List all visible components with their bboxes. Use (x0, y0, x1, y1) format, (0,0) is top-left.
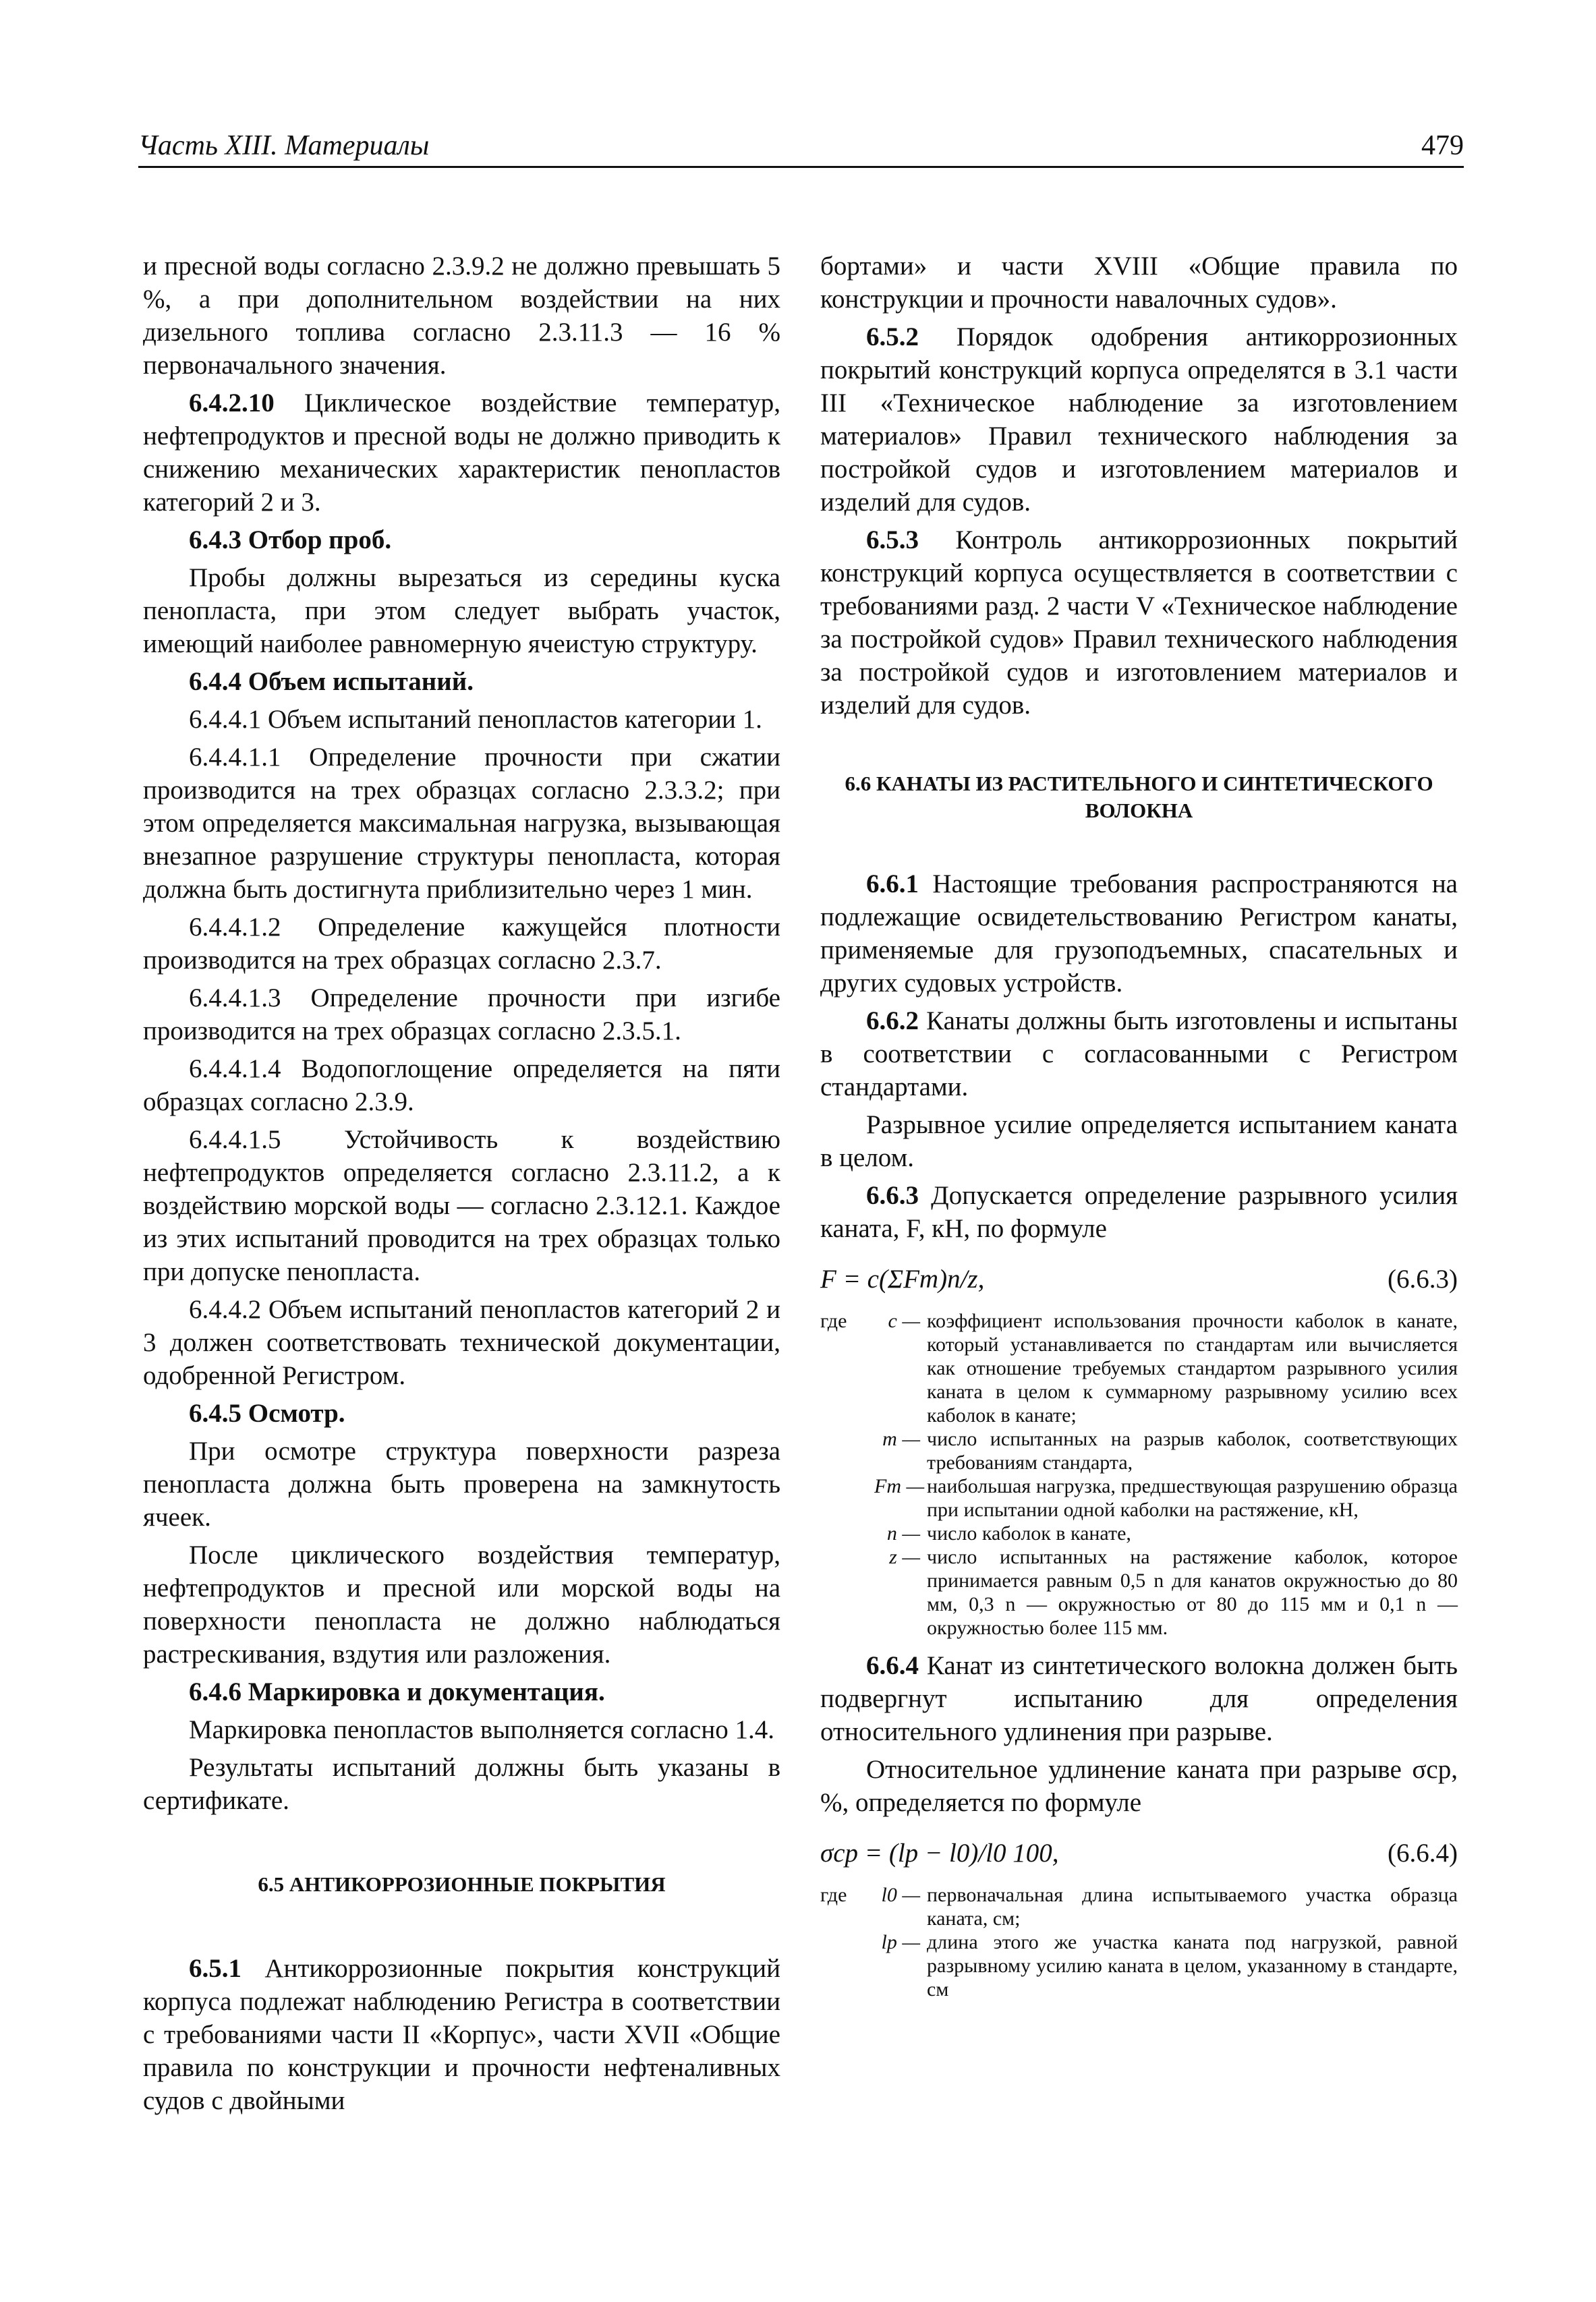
paragraph: 6.6.4 Канат из синтетического волокна должен быть подвергнут испытанию для определения относительного удлинения при разрыве. (820, 1651, 1458, 1746)
running-header (138, 128, 1464, 168)
paragraph: 6.6.3 Допускается определение разрывного усилия каната, F, кН, по формуле (820, 1181, 1458, 1243)
paragraph: Результаты испытаний должны быть указаны в сертификате. (143, 1753, 780, 1815)
paragraph: Маркировка пенопластов выполняется согласно 1.4. (189, 1715, 774, 1744)
left-column (143, 250, 780, 2122)
right-column (820, 250, 1458, 2011)
paragraph: После циклического воздействия температур, нефтепродуктов и пресной или морской воды на поверхности пенопласта не должно наблюдаться растрескивания, вздутия или разложения. (143, 1541, 780, 1669)
paragraph: 6.5.1 Антикоррозионные покрытия конструкций корпуса подлежат наблюдению Регистра в соответствии с требованиями части II «Корпус», части XVII «Общие правила по конструкции и прочности нефтеналивных судов с двойными (143, 1954, 781, 2115)
section-heading: 6.4.6 Маркировка и документация. (189, 1677, 605, 1706)
section-heading: 6.4.4 Объем испытаний. (189, 667, 474, 696)
formula-6-6-4 (820, 1837, 1458, 1870)
part-title: Часть XIII. Материалы (138, 130, 430, 161)
chapter-heading: 6.5 АНТИКОРРОЗИОННЫЕ ПОКРЫТИЯ (258, 1872, 666, 1896)
paragraph: 6.4.4.1 Объем испытаний пенопластов категории 1. (189, 705, 762, 734)
formula-expression: F = c(ΣFm)n/z, (820, 1265, 985, 1294)
formula-legend: где l0 — первоначальная длина испытываемого участка образца каната, см; lр — длина этого же участка каната под нагрузкой, равной разрывному усилию каната в целом, указанному в стандарте, см (820, 1884, 1458, 2001)
section-heading: 6.4.5 Осмотр. (189, 1399, 345, 1428)
paragraph: Пробы должны вырезаться из середины куска пенопласта, при этом следует выбрать участок, имеющий наиболее равномерную ячеистую структуру. (143, 563, 780, 658)
paragraph: При осмотре структура поверхности разреза пенопласта должна быть проверена на замкнутость ячеек. (143, 1437, 780, 1532)
page-number: 479 (1421, 130, 1464, 161)
paragraph: Относительное удлинение каната при разрыве σср, %, определяется по формуле (820, 1755, 1458, 1817)
paragraph: 6.5.2 Порядок одобрения антикоррозионных покрытий конструкций корпуса определятся в 3.1 части III «Техническое наблюдение за изготовлением материалов» Правил технического наблюдения за постройкой судов и изготовлением материалов и изделий для судов. (820, 322, 1458, 517)
paragraph: 6.6.1 Настоящие требования распространяются на подлежащие освидетельствованию Регистром канаты, применяемые для грузоподъемных, спасательных и других судовых устройств. (820, 869, 1458, 998)
section-heading: 6.4.3 Отбор проб. (189, 525, 392, 554)
paragraph: 6.4.4.1.2 Определение кажущейся плотности производится на трех образцах согласно 2.3.7. (143, 913, 780, 975)
formula-number: (6.6.3) (1388, 1265, 1458, 1294)
paragraph: и пресной воды согласно 2.3.9.2 не должно превышать 5 %, а при дополнительном воздействии на них дизельного топлива согласно 2.3.11.3 — 16 % первоначального значения. (143, 252, 780, 380)
paragraph: 6.4.4.1.3 Определение прочности при изгибе производится на трех образцах согласно 2.3.5.1. (143, 983, 780, 1045)
formula-expression: σср = (lр − l0)/l0 100, (820, 1839, 1059, 1868)
paragraph: Разрывное усилие определяется испытанием каната в целом. (820, 1110, 1458, 1172)
formula-number: (6.6.4) (1388, 1839, 1458, 1868)
paragraph: 6.4.2.10 Циклическое воздействие температур, нефтепродуктов и пресной воды не должно приводить к снижению механических характеристик пенопластов категорий 2 и 3. (143, 389, 780, 517)
paragraph: бортами» и части XVIII «Общие правила по конструкции и прочности навалочных судов». (820, 252, 1458, 314)
paragraph: 6.4.4.1.4 Водопоглощение определяется на пяти образцах согласно 2.3.9. (143, 1054, 780, 1116)
paragraph: 6.5.3 Контроль антикоррозионных покрытий конструкций корпуса осуществляется в соответствии с требованиями разд. 2 части V «Техническое наблюдение за постройкой судов» Правил технического наблюдения за постройкой судов и изготовлением материалов и изделий для судов. (820, 525, 1458, 720)
chapter-heading: 6.6 КАНАТЫ ИЗ РАСТИТЕЛЬНОГО И СИНТЕТИЧЕСКОГО ВОЛОКНА (845, 772, 1433, 822)
paragraph: 6.4.4.1.1 Определение прочности при сжатии производится на трех образцах согласно 2.3.3.2; при этом определяется максимальная нагрузка, вызывающая внезапное разрушение структуры пенопласта, которая должна быть достигнута приблизительно через 1 мин. (143, 743, 780, 904)
paragraph: 6.4.4.2 Объем испытаний пенопластов категорий 2 и 3 должен соответствовать технической документации, одобренной Регистром. (143, 1295, 780, 1390)
formula-legend: где c — коэффициент использования прочности каболок в канате, который устанавливается по стандартам или вычисляется как отношение требуемых стандартом разрывного усилия каната в целом к суммарному разрывному усилию всех каболок в канате; m — число испытанных на разрыв каболок, соответствующих требованиям стандарта, Fm — наибольшая нагрузка, предшествующая разрушению образца при испытании одной каболки на растяжение, кН, n — число каболок в канате, z — число испытанных на растяжение каболок, которое принимается равным 0,5 n для канатов окружностью до 80 мм, 0,3 n — окружностью от 80 до 115 мм и 0,1 n — окружностью более 115 мм. (820, 1310, 1458, 1639)
paragraph: 6.6.2 Канаты должны быть изготовлены и испытаны в соответствии с согласованными с Регистром стандартами. (820, 1006, 1458, 1101)
paragraph: 6.4.4.1.5 Устойчивость к воздействию нефтепродуктов определяется согласно 2.3.11.2, а к воздействию морской воды — согласно 2.3.12.1. Каждое из этих испытаний проводится на трех образцах только при допуске пенопласта. (143, 1125, 780, 1286)
formula-6-6-3 (820, 1263, 1458, 1296)
